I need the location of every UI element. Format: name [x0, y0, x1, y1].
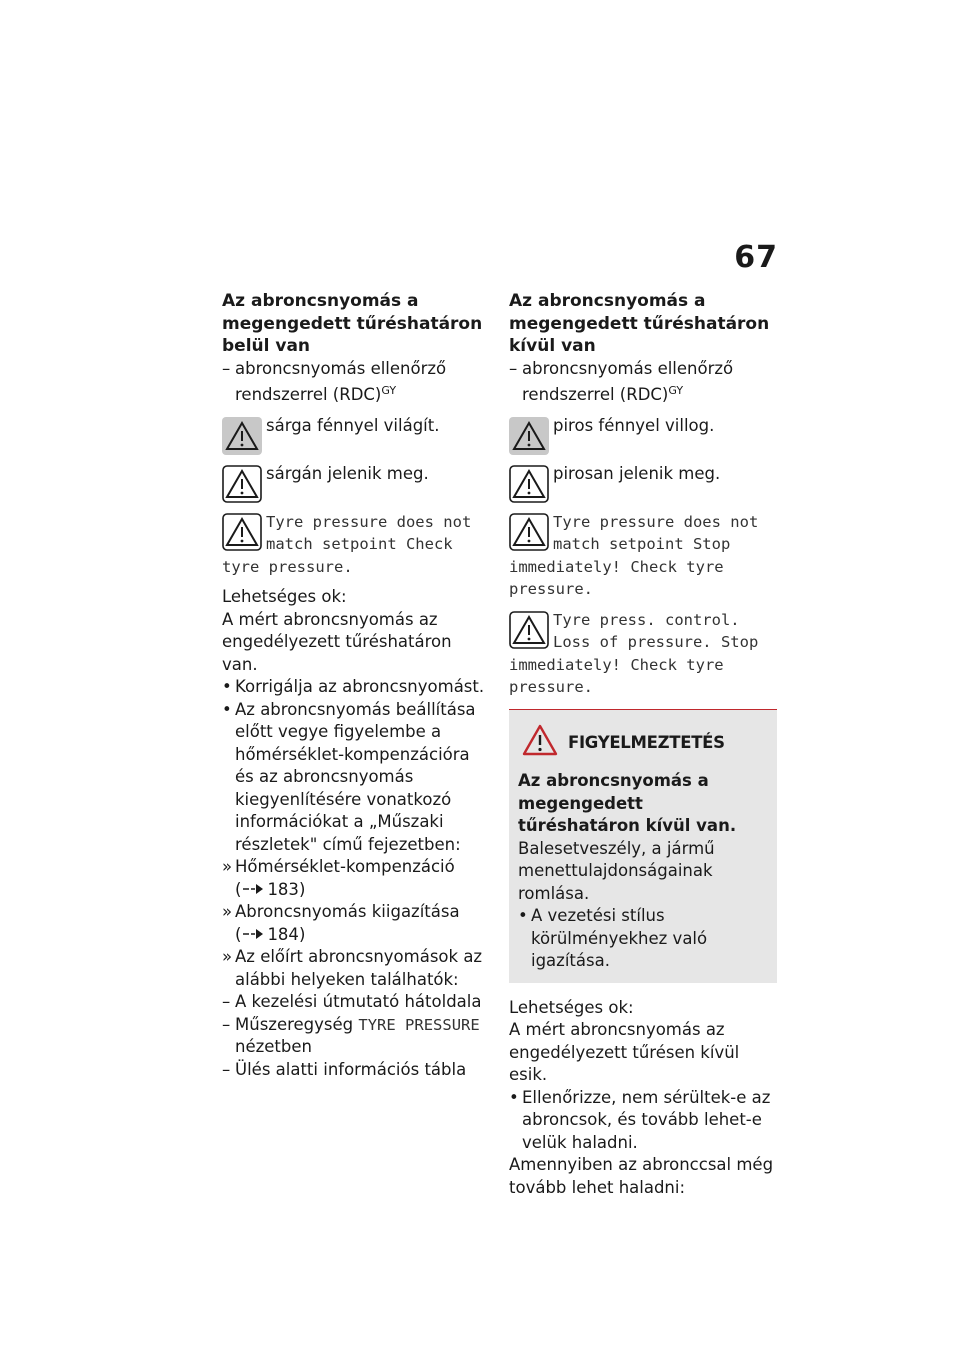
left-ref-2: » Abroncsnyomás kiigazítása ( 184)	[222, 901, 490, 946]
warning-box	[509, 709, 777, 983]
left-ref-2-page[interactable]: 184	[267, 924, 299, 944]
warning-light-filled-icon	[509, 417, 549, 455]
warning-outline-icon	[509, 513, 549, 551]
left-heading: Az abroncsnyomás a megengedett tűréshatáron belül van	[222, 291, 483, 356]
warning-triangle-icon	[522, 724, 558, 763]
right-icon4-text: Tyre press. control. Loss of pressure. Stop immediately! Check tyre pressure.	[509, 610, 759, 696]
page-reference-arrow-icon	[241, 879, 267, 902]
right-closing-text: Amennyiben az abronccsal még tovább lehet haladni:	[509, 1155, 774, 1197]
warning-header	[518, 724, 768, 763]
left-rdc-sup: GY	[381, 384, 397, 397]
right-cause-label: Lehetséges ok:	[509, 997, 634, 1017]
left-ref-1-page[interactable]: 183	[267, 879, 299, 899]
warning-outline-icon	[509, 465, 549, 503]
right-icon-row-4	[509, 609, 777, 699]
right-icon-row-1	[509, 415, 777, 455]
left-cause-label: Lehetséges ok:	[222, 587, 347, 606]
right-column	[509, 290, 777, 1199]
left-bullet-1: • Korrigálja az abroncsnyomást.	[222, 676, 490, 699]
left-icon-row-2	[222, 463, 490, 503]
page-number: 67	[734, 240, 778, 275]
left-bullet-2: • Az abroncsnyomás beállítása előtt vegye figyelembe a hőmérséklet-kompenzációra és az abroncsnyomás kiegyenlítésére vonatkozó információkat a „Műszaki részletek" című fejezetben:	[222, 699, 490, 857]
left-ref-3: » Az előírt abroncsnyomások az alábbi helyeken találhatók:	[222, 946, 490, 991]
right-rdc-item: – abroncsnyomás ellenőrző rendszerrel (RDC)$^{GY}$	[509, 358, 777, 407]
left-icon3-text: Tyre pressure does not match setpoint Check tyre pressure.	[222, 512, 472, 576]
right-icon1-text: piros fénnyel villog.	[553, 415, 715, 435]
warning-bullet: • A vezetési stílus körülményekhez való igazítása.	[518, 905, 768, 973]
right-cause-text: A mért abroncsnyomás az engedélyezett tűrésen kívül esik.	[509, 1020, 740, 1084]
left-rdc-item: – abroncsnyomás ellenőrző rendszerrel (RDC)$^{GY}$	[222, 358, 490, 407]
left-dash-3: – Ülés alatti információs tábla	[222, 1059, 490, 1082]
warning-light-filled-icon	[222, 417, 262, 455]
warning-text: Balesetveszély, a jármű menettulajdonságainak romlása.	[518, 838, 715, 903]
left-icon-row-3	[222, 511, 490, 579]
left-cause-text: A mért abroncsnyomás az engedélyezett tűréshatáron van.	[222, 609, 452, 674]
right-icon3-text: Tyre pressure does not match setpoint Stop immediately! Check tyre pressure.	[509, 512, 759, 598]
right-icon-row-3	[509, 511, 777, 601]
warning-outline-icon	[222, 465, 262, 503]
left-column	[222, 290, 490, 1081]
right-heading: Az abroncsnyomás a megengedett tűréshatáron kívül van	[509, 291, 770, 356]
warning-outline-icon	[222, 513, 262, 551]
warning-bold-text: Az abroncsnyomás a megengedett tűréshatáron kívül van.	[518, 771, 737, 835]
left-icon2-text: sárgán jelenik meg.	[266, 463, 429, 483]
left-icon-row-1	[222, 415, 490, 455]
left-dash-2: – Műszeregység TYRE PRESSURE nézetben	[222, 1014, 490, 1059]
right-rdc-sup: GY	[668, 384, 684, 397]
page-reference-arrow-icon	[241, 924, 267, 947]
warning-title: FIGYELMEZTETÉS	[568, 732, 725, 752]
right-icon-row-2	[509, 463, 777, 503]
tyre-pressure-view-name: TYRE PRESSURE	[358, 1015, 480, 1034]
left-ref-1: » Hőmérséklet-kompenzáció ( 183)	[222, 856, 490, 901]
left-icon1-text: sárga fénnyel világít.	[266, 415, 440, 435]
warning-outline-icon	[509, 611, 549, 649]
right-icon2-text: pirosan jelenik meg.	[553, 463, 721, 483]
right-bullet: • Ellenőrizze, nem sérültek-e az abroncsok, és tovább lehet-e velük haladni.	[509, 1087, 777, 1155]
left-dash-1: – A kezelési útmutató hátoldala	[222, 991, 490, 1014]
